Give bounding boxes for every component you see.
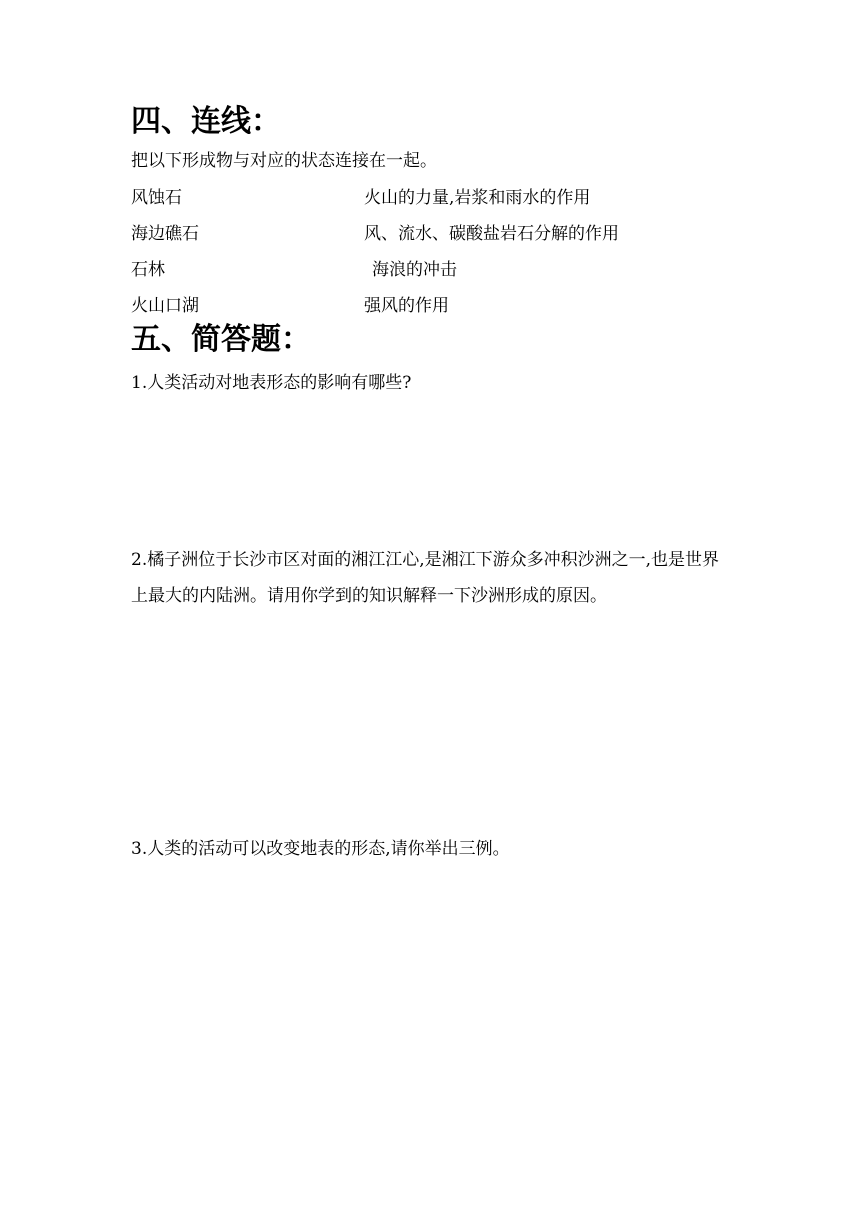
question-2: 2.橘子洲位于长沙市区对面的湘江江心,是湘江下游众多冲积沙洲之一,也是世界上最大的内陆洲。请用你学到的知识解释一下沙洲形成的原因。 [131,550,720,606]
left-item-wind-eroded-rock: 风蚀石 [131,188,182,208]
right-item-wave-impact: 海浪的冲击 [372,260,457,280]
left-item-stone-forest: 石林 [131,260,165,280]
left-item-seaside-reef: 海边礁石 [131,224,199,244]
section4-heading: 四、连线： [131,104,281,139]
right-item-strong-wind: 强风的作用 [364,296,449,316]
left-item-crater-lake: 火山口湖 [131,296,199,316]
question-1: 1.人类活动对地表形态的影响有哪些? [131,373,412,393]
section5-heading: 五、简答题： [131,322,311,357]
right-item-wind-water-carbonate: 风、流水、碳酸盐岩石分解的作用 [364,224,619,244]
question-3: 3.人类的活动可以改变地表的形态,请你举出三例。 [131,839,510,859]
right-item-volcano-action: 火山的力量,岩浆和雨水的作用 [364,188,591,208]
matching-instruction: 把以下形成物与对应的状态连接在一起。 [131,151,437,171]
